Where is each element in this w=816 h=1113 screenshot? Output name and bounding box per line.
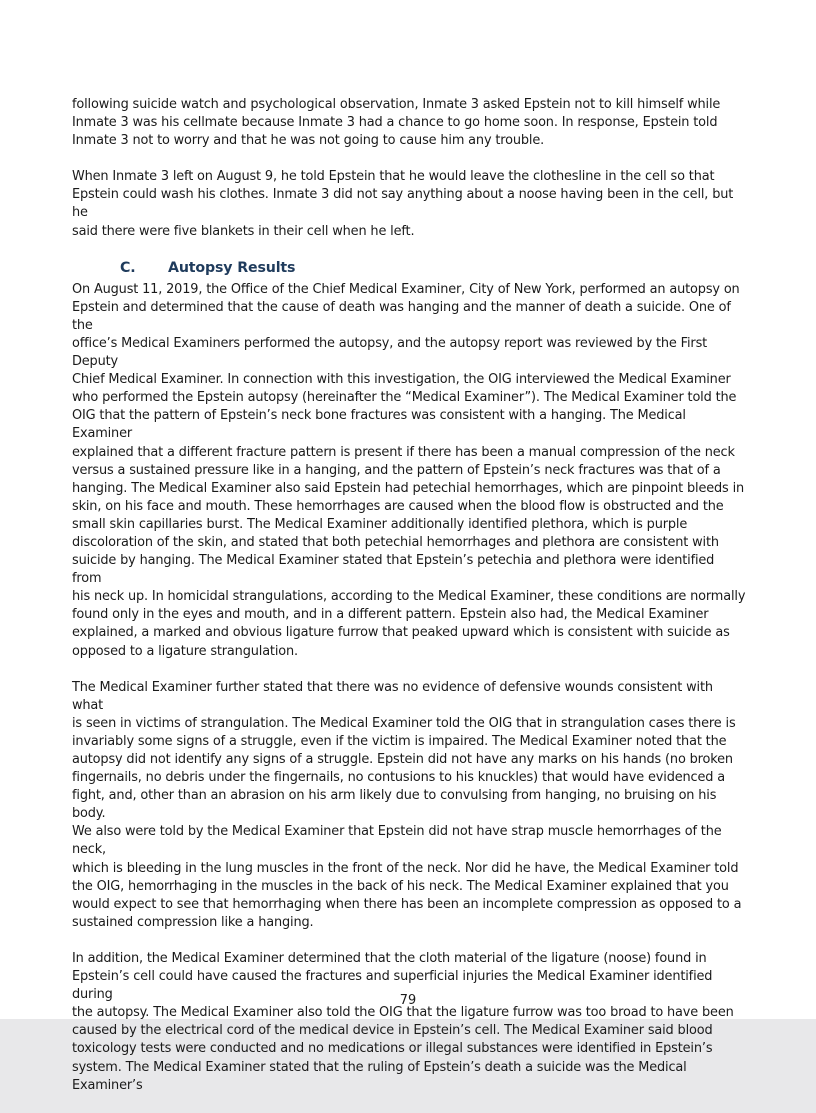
page-content (72, 96, 746, 1113)
paragraph-inmate3-departure: When Inmate 3 left on August 9, he told Epstein that he would leave the clothesline in the cell so that Epstein could wash his clothes. Inmate 3 did not say anything about a noose having been in the cell, but he said there were five blankets in their cell when he left. (72, 169, 734, 239)
section-heading (72, 259, 746, 277)
paragraph-ligature-material: In addition, the Medical Examiner determined that the cloth material of the ligature (noose) found in Epstein’s cell could have caused the fractures and superficial injuries the Medical Examiner identified during the autopsy. The Medical Examiner also told the OIG that the ligature furrow was too broad to have been caused by the electrical cord of the medical device in Epstein’s cell. The Medical Examiner said blood toxicology tests were conducted and no medications or illegal substances were identified in Epstein’s system. The Medical Examiner stated that the ruling of Epstein’s death a suicide was the Medical Examiner’s (72, 950, 734, 1093)
paragraph-autopsy-findings: On August 11, 2019, the Office of the Chief Medical Examiner, City of New York, performed an autopsy on Epstein and determined that the cause of death was hanging and the manner of death a suicide. One of the office’s Medical Examiners performed the autopsy, and the autopsy report was reviewed by the First Deputy Chief Medical Examiner. In connection with this investigation, the OIG interviewed the Medical Examiner who performed the Epstein autopsy (hereinafter the “Medical Examiner”). The Medical Examiner told the OIG that the pattern of Epstein’s neck bone fractures was consistent with a hanging. The Medical Examiner explained that a different fracture pattern is present if there has been a manual compression of the neck versus a sustained pressure like in a hanging, and the pattern of Epstein’s neck fractures was that of a hanging. The Medical Examiner also said Epstein had petechial hemorrhages, which are pinpoint bleeds in skin, on his face and mouth. These hemorrhages are caused when the blood flow is obstructed and the small skin capillaries burst. The Medical Examiner additionally identified plethora, which is purple discoloration of the skin, and stated that both petechial hemorrhages and plethora are consistent with suicide by hanging. The Medical Examiner stated that Epstein’s petechia and plethora were identified from his neck up. In homicidal strangulations, according to the Medical Examiner, these conditions are normally found only in the eyes and mouth, and in a different pattern. Epstein also had, the Medical Examiner explained, a marked and obvious ligature furrow that peaked upward which is consistent with suicide as opposed to a ligature strangulation. (72, 281, 746, 659)
paragraph-inmate3-request: following suicide watch and psychological observation, Inmate 3 asked Epstein not to kill himself while Inmate 3 was his cellmate because Inmate 3 had a chance to go home soon. In response, Epstein told Inmate 3 not to worry and that he was not going to cause him any trouble. (72, 97, 721, 149)
section-title: Autopsy Results (168, 259, 296, 276)
page-number: 79 (399, 993, 417, 1008)
paragraph-no-defensive-wounds: The Medical Examiner further stated that there was no evidence of defensive wounds consistent with what is seen in victims of strangulation. The Medical Examiner told the OIG that in strangulation cases there is invariably some signs of a struggle, even if the victim is impaired. The Medical Examiner noted that the autopsy did not identify any signs of a struggle. Epstein did not have any marks on his hands (no broken fingernails, no debris under the fingernails, no contusions to his knuckles) that would have evidenced a fight, and, other than an abrasion on his arm likely due to convulsing from hanging, no bruising on his body. We also were told by the Medical Examiner that Epstein did not have strap muscle hemorrhages of the neck, which is bleeding in the lung muscles in the front of the neck. Nor did he have, the Medical Examiner told the OIG, hemorrhaging in the muscles in the back of his neck. The Medical Examiner explained that you would expect to see that hemorrhaging when there has been an incomplete compression as opposed to a sustained compression like a hanging. (72, 679, 742, 930)
section-number: C. (120, 259, 136, 276)
